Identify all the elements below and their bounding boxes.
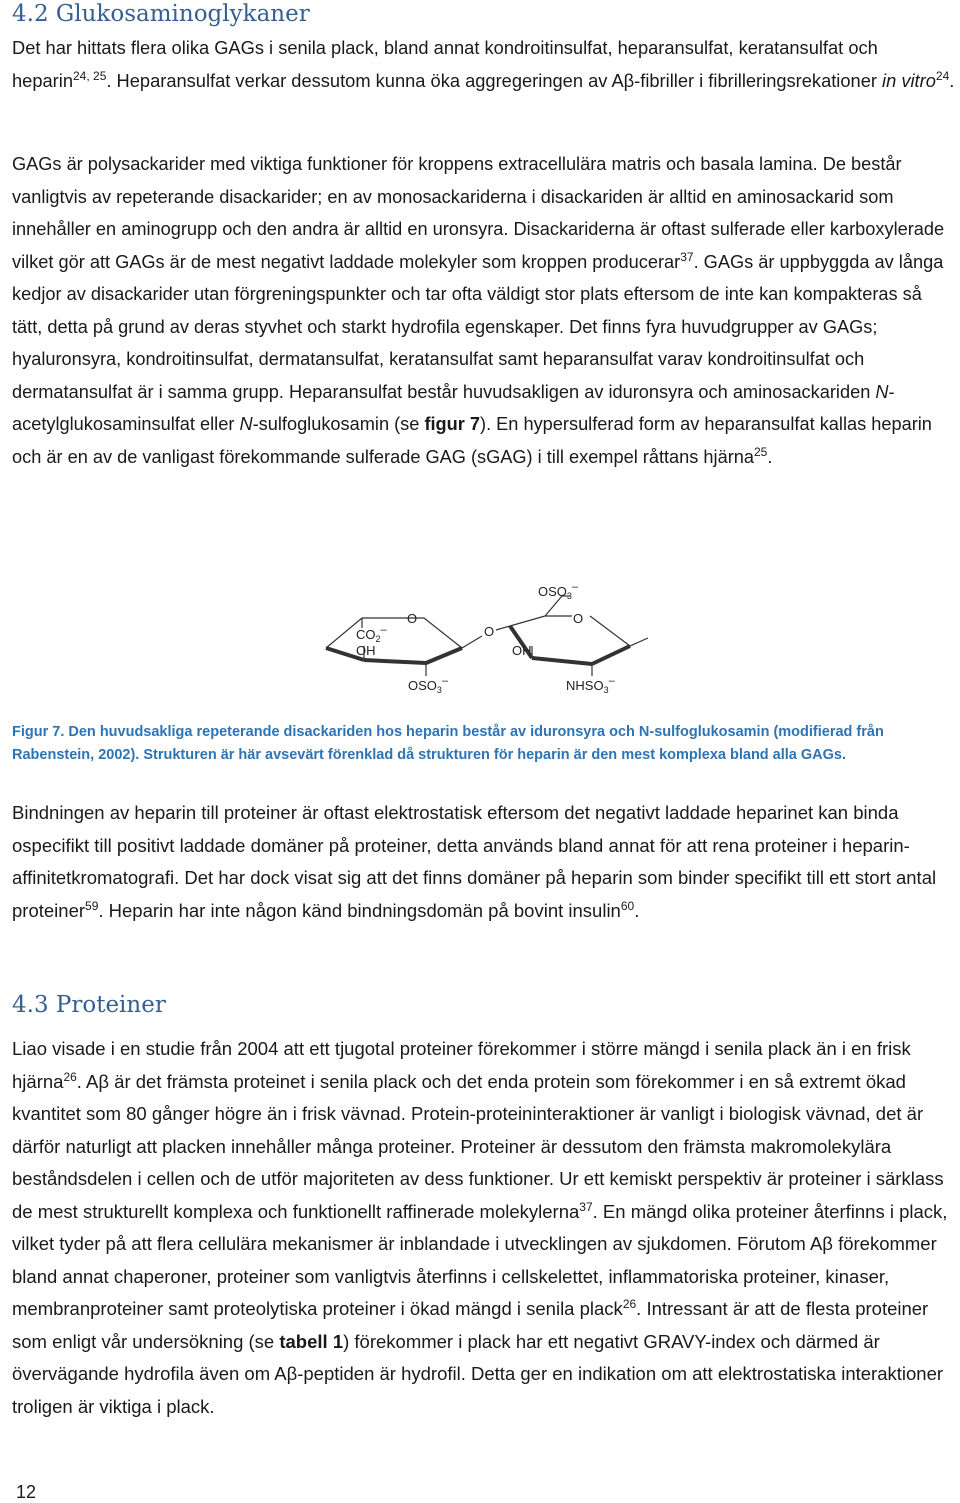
text-run: . Heparansulfat verkar dessutom kunna öka aggregeringen av Aβ-fibriller i fibrilleringsrekationer bbox=[106, 69, 883, 91]
sulfate-label: $OSO_3^-$ bbox=[538, 581, 579, 601]
page-number: 12 bbox=[16, 1482, 37, 1502]
text-run: GAGs är polysackarider med viktiga funktioner för kroppens extracellulära matris och basala lamina. De består vanligtvis av repeterande disackarider; en av monosackariderna i disackariden är alltid en aminosackarid som innehåller en aminogrupp och den andra är alltid en uronsyra. Disackariderna är oftast sulferade eller karboxylerade vilket gör att GAGs är de mest negativt laddade molekyler som kroppen producerar bbox=[12, 154, 945, 272]
sulfate-label: $OSO_3^-$ bbox=[408, 675, 449, 695]
text-run: ). En hypersulferad form av heparansulfat kallas heparin och är en av de vanligast förekommande sulferade GAG (sGAG) i till exempel råttans hjärna bbox=[12, 414, 932, 467]
carboxylate-label: $CO_2^-$ bbox=[356, 624, 387, 644]
glycosidic-oxygen-label: O bbox=[484, 624, 495, 639]
paragraph-gag-structure bbox=[12, 148, 956, 473]
citation: 60 bbox=[620, 898, 635, 913]
section-heading: 4.3 Proteiner bbox=[12, 992, 166, 1018]
citation: 37 bbox=[579, 1199, 593, 1214]
text-run: Det har hittats flera olika GAGs i senila plack, bland annat kondroitinsulfat, heparansulfat, keratansulfat och heparin bbox=[12, 37, 878, 91]
text-run: Liao visade i en studie från 2004 att ett tjugotal proteiner förekommer i större mängd i senila plack än i en frisk hjärna bbox=[12, 1038, 911, 1092]
citation: 26 bbox=[622, 1297, 637, 1311]
paragraph-gag-intro bbox=[12, 32, 956, 97]
ring-oxygen-label: O bbox=[573, 611, 584, 626]
italic-text: N bbox=[875, 381, 889, 402]
citation: 59 bbox=[85, 898, 99, 913]
hydroxyl-label: OH bbox=[512, 643, 532, 658]
text-run: . bbox=[949, 69, 955, 91]
paragraph-proteins bbox=[12, 1033, 958, 1423]
heparin-disaccharide-structure bbox=[300, 578, 676, 700]
sulfamate-label: $NHSO_3^-$ bbox=[566, 675, 615, 695]
text-run: . En mängd olika proteiner återfinns i plack, vilket tyder på att flera cellulära mekanismer är inblandade i utvecklingen av sjukdomen. Förutom Aβ förekommer bland annat chaperoner, proteiner som vanligtvis återfinns i cellskelettet, inflammatoriska proteiner, kinaser, membranproteiner samt proteolytiska proteiner i ökad mängd i senila plack bbox=[12, 1200, 948, 1319]
italic-text: N bbox=[239, 414, 253, 434]
text-run: ) förekommer i plack har ett negativt GRAVY-index och därmed är övervägande hydrofila även om Aβ-peptiden är hydrofil. Detta ger en indikation om att elektrostatiska interaktioner troligen är viktiga i plack. bbox=[12, 1330, 944, 1417]
text-run: . bbox=[767, 446, 773, 467]
text-run: -acetylglukosaminsulfat eller bbox=[12, 381, 895, 434]
italic-text: in vitro bbox=[882, 69, 936, 91]
paragraph-heparin-binding bbox=[12, 797, 952, 927]
citation: 24 bbox=[935, 68, 950, 83]
figure-reference[interactable]: figur 7 bbox=[424, 414, 481, 434]
ring-oxygen-label: O bbox=[407, 611, 418, 626]
figure-caption: Figur 7. Den huvudsakliga repeterande disackariden hos heparin består av iduronsyra och N-sulfoglukosamin (modifierad från Rabenstein, 2002). Strukturen är här avsevärt förenklad då strukturen för heparin är den mest komplexa bland alla GAGs. bbox=[12, 724, 884, 763]
text-run: -sulfoglukosamin (se bbox=[252, 414, 425, 434]
text-run: . bbox=[634, 899, 640, 921]
table-reference[interactable]: tabell 1 bbox=[279, 1330, 344, 1352]
citation: 26 bbox=[63, 1069, 77, 1084]
citation: 37 bbox=[680, 249, 694, 264]
text-run: . Aβ är det främsta proteinet i senila plack och det enda protein som förekommer i en så extremt ökad kvantitet som 80 gånger högre än i frisk vävnad. Protein-proteininteraktioner är vanligt i biologisk vävnad, det är därför naturligt att placken innehåller många proteiner. Proteiner är dessutom den främsta makromolekylära beståndsdelen i cellen och de utför majoriteten av dess funktioner. Ur ett kemiskt perspektiv är proteiner i särklass de mest strukturellt komplexa och funktionellt raffinerade molekylerna bbox=[12, 1070, 944, 1222]
hydroxyl-label: OH bbox=[356, 643, 376, 658]
text-run: Bindningen av heparin till proteiner är oftast elektrostatisk eftersom det negativt laddade heparinet kan binda ospecifikt till positivt laddade domäner på proteiner, detta används bland annat för att rena proteiner i heparin-affinitetkromatografi. Det har dock visat sig att det finns domäner på heparin som binder specifikt till ett stort antal proteiner bbox=[12, 802, 937, 921]
section-heading: 4.2 Glukosaminoglykaner bbox=[12, 1, 310, 27]
citation: 25 bbox=[754, 444, 768, 459]
text-run: . Intressant är att de flesta proteiner som enligt vår undersökning (se bbox=[12, 1298, 929, 1352]
citation: 24, 25 bbox=[73, 68, 107, 83]
text-run: . GAGs är uppbyggda av långa kedjor av disackarider utan förgreningspunkter och tar ofta väldigt stor plats eftersom de inte kan kompakteras så tätt, detta på grund av deras styvhet och starkt hydrofila egenskaper. Det finns fyra huvudgrupper av GAGs; hyaluronsyra, kondroitinsulfat, dermatansulfat, keratansulfat samt heparansulfat varav kondroitinsulfat och dermatansulfat är i samma grupp. Heparansulfat består huvudsakligen av iduronsyra och aminosackariden bbox=[12, 251, 944, 402]
text-run: . Heparin har inte någon känd bindningsdomän på bovint insulin bbox=[98, 899, 621, 921]
